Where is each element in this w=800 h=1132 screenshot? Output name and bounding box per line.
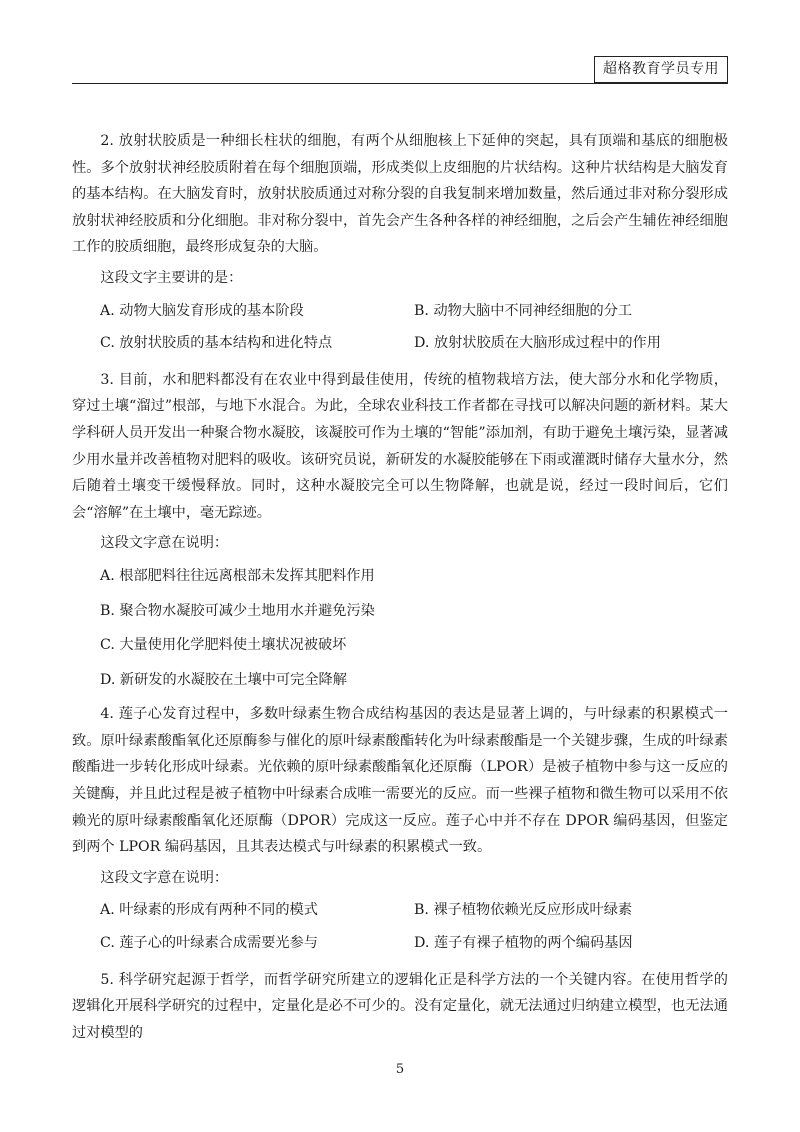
page-content [72, 128, 728, 1050]
header-divider [72, 83, 728, 84]
question-4-passage: 4. 莲子心发育过程中，多数叶绿素生物合成结构基因的表达是显著上调的，与叶绿素的积累模式一致。原叶绿素酸酯氧化还原酶参与催化的原叶绿素酸酯转化为叶绿素酸酯是一个关键步骤，生成的叶绿素酸酯进一步转化形成叶绿素。光依赖的原叶绿素酸酯氧化还原酶（LPOR）是被子植物中参与这一反应的关键酶，并且此过程是被子植物中叶绿素合成唯一需要光的反应。而一些裸子植物和微生物可以采用不依赖光的原叶绿素酸酯氧化还原酶（DPOR）完成这一反应。莲子心中并不存在 DPOR 编码基因，但鉴定到两个 LPOR 编码基因，且其表达模式与叶绿素的积累模式一致。 [72, 706, 728, 856]
question-5-passage: 5. 科学研究起源于哲学，而哲学研究所建立的逻辑化正是科学方法的一个关键内容。在使用哲学的逻辑化开展科学研究的过程中，定量化是必不可少的。没有定量化，就无法通过归纳建立模型，也无法通过对模型的 [72, 971, 728, 1041]
question-2-option-c: C. 放射状胶质的基本结构和进化特点 [100, 335, 333, 352]
question-4-options [72, 897, 728, 962]
question-3-option-a: A. 根部肥料往往远离根部未发挥其肥料作用 [100, 567, 375, 584]
question-2-stem: 这段文字主要讲的是： [100, 269, 243, 286]
question-4-stem: 这段文字意在说明： [100, 869, 229, 886]
question-2-passage: 2. 放射状胶质是一种细长柱状的细胞，有两个从细胞核上下延伸的突起，具有顶端和基底的细胞极性。多个放射状神经胶质附着在每个细胞顶端，形成类似上皮细胞的片状结构。这种片状结构是大脑发育的基本结构。在大脑发育时，放射状胶质通过对称分裂的自我复制来增加数量，然后通过非对称分裂形成放射状神经胶质和分化细胞。非对称分裂中，首先会产生各种各样的神经细胞，之后会产生辅佐神经细胞工作的胶质细胞，最终形成复杂的大脑。 [72, 133, 728, 256]
question-3-option-d: D. 新研发的水凝胶在土壤中可完全降解 [100, 671, 347, 688]
question-4-option-d: D. 莲子有裸子植物的两个编码基因 [414, 935, 633, 952]
question-4-option-a: A. 叶绿素的形成有两种不同的模式 [100, 902, 318, 919]
question-2-option-d: D. 放射状胶质在大脑形成过程中的作用 [414, 335, 661, 352]
question-2-options [72, 298, 728, 363]
header-label: 超格教育学员专用 [594, 56, 728, 83]
question-3-option-b: B. 聚合物水凝胶可减少土地用水并避免污染 [100, 602, 375, 619]
question-3-options [72, 563, 728, 693]
question-4-option-c: C. 莲子心的叶绿素合成需要光参与 [100, 935, 318, 952]
question-3-option-c: C. 大量使用化学肥料使土壤状况被破坏 [100, 637, 347, 654]
question-3-stem: 这段文字意在说明： [100, 535, 229, 552]
question-2-option-b: B. 动物大脑中不同神经细胞的分工 [414, 302, 633, 319]
question-3-passage: 3. 目前，水和肥料都没有在农业中得到最佳使用，传统的植物栽培方法，使大部分水和化学物质，穿过土壤“溜过”根部，与地下水混合。为此，全球农业科技工作者都在寻找可以解决问题的新材料。某大学科研人员开发出一种聚合物水凝胶，该凝胶可作为土壤的“智能”添加剂，有助于避免土壤污染，显著减少用水量并改善植物对肥料的吸收。该研究员说，新研发的水凝胶能够在下雨或灌溉时储存大量水分，然后随着土壤变干缓慢释放。同时，这种水凝胶完全可以生物降解，也就是说，经过一段时间后，它们会“溶解”在土壤中，毫无踪迹。 [72, 371, 728, 521]
question-2-option-a: A. 动物大脑发育形成的基本阶段 [100, 302, 304, 319]
question-4-option-b: B. 裸子植物依赖光反应形成叶绿素 [414, 902, 633, 919]
page-number: 5 [395, 1062, 405, 1077]
